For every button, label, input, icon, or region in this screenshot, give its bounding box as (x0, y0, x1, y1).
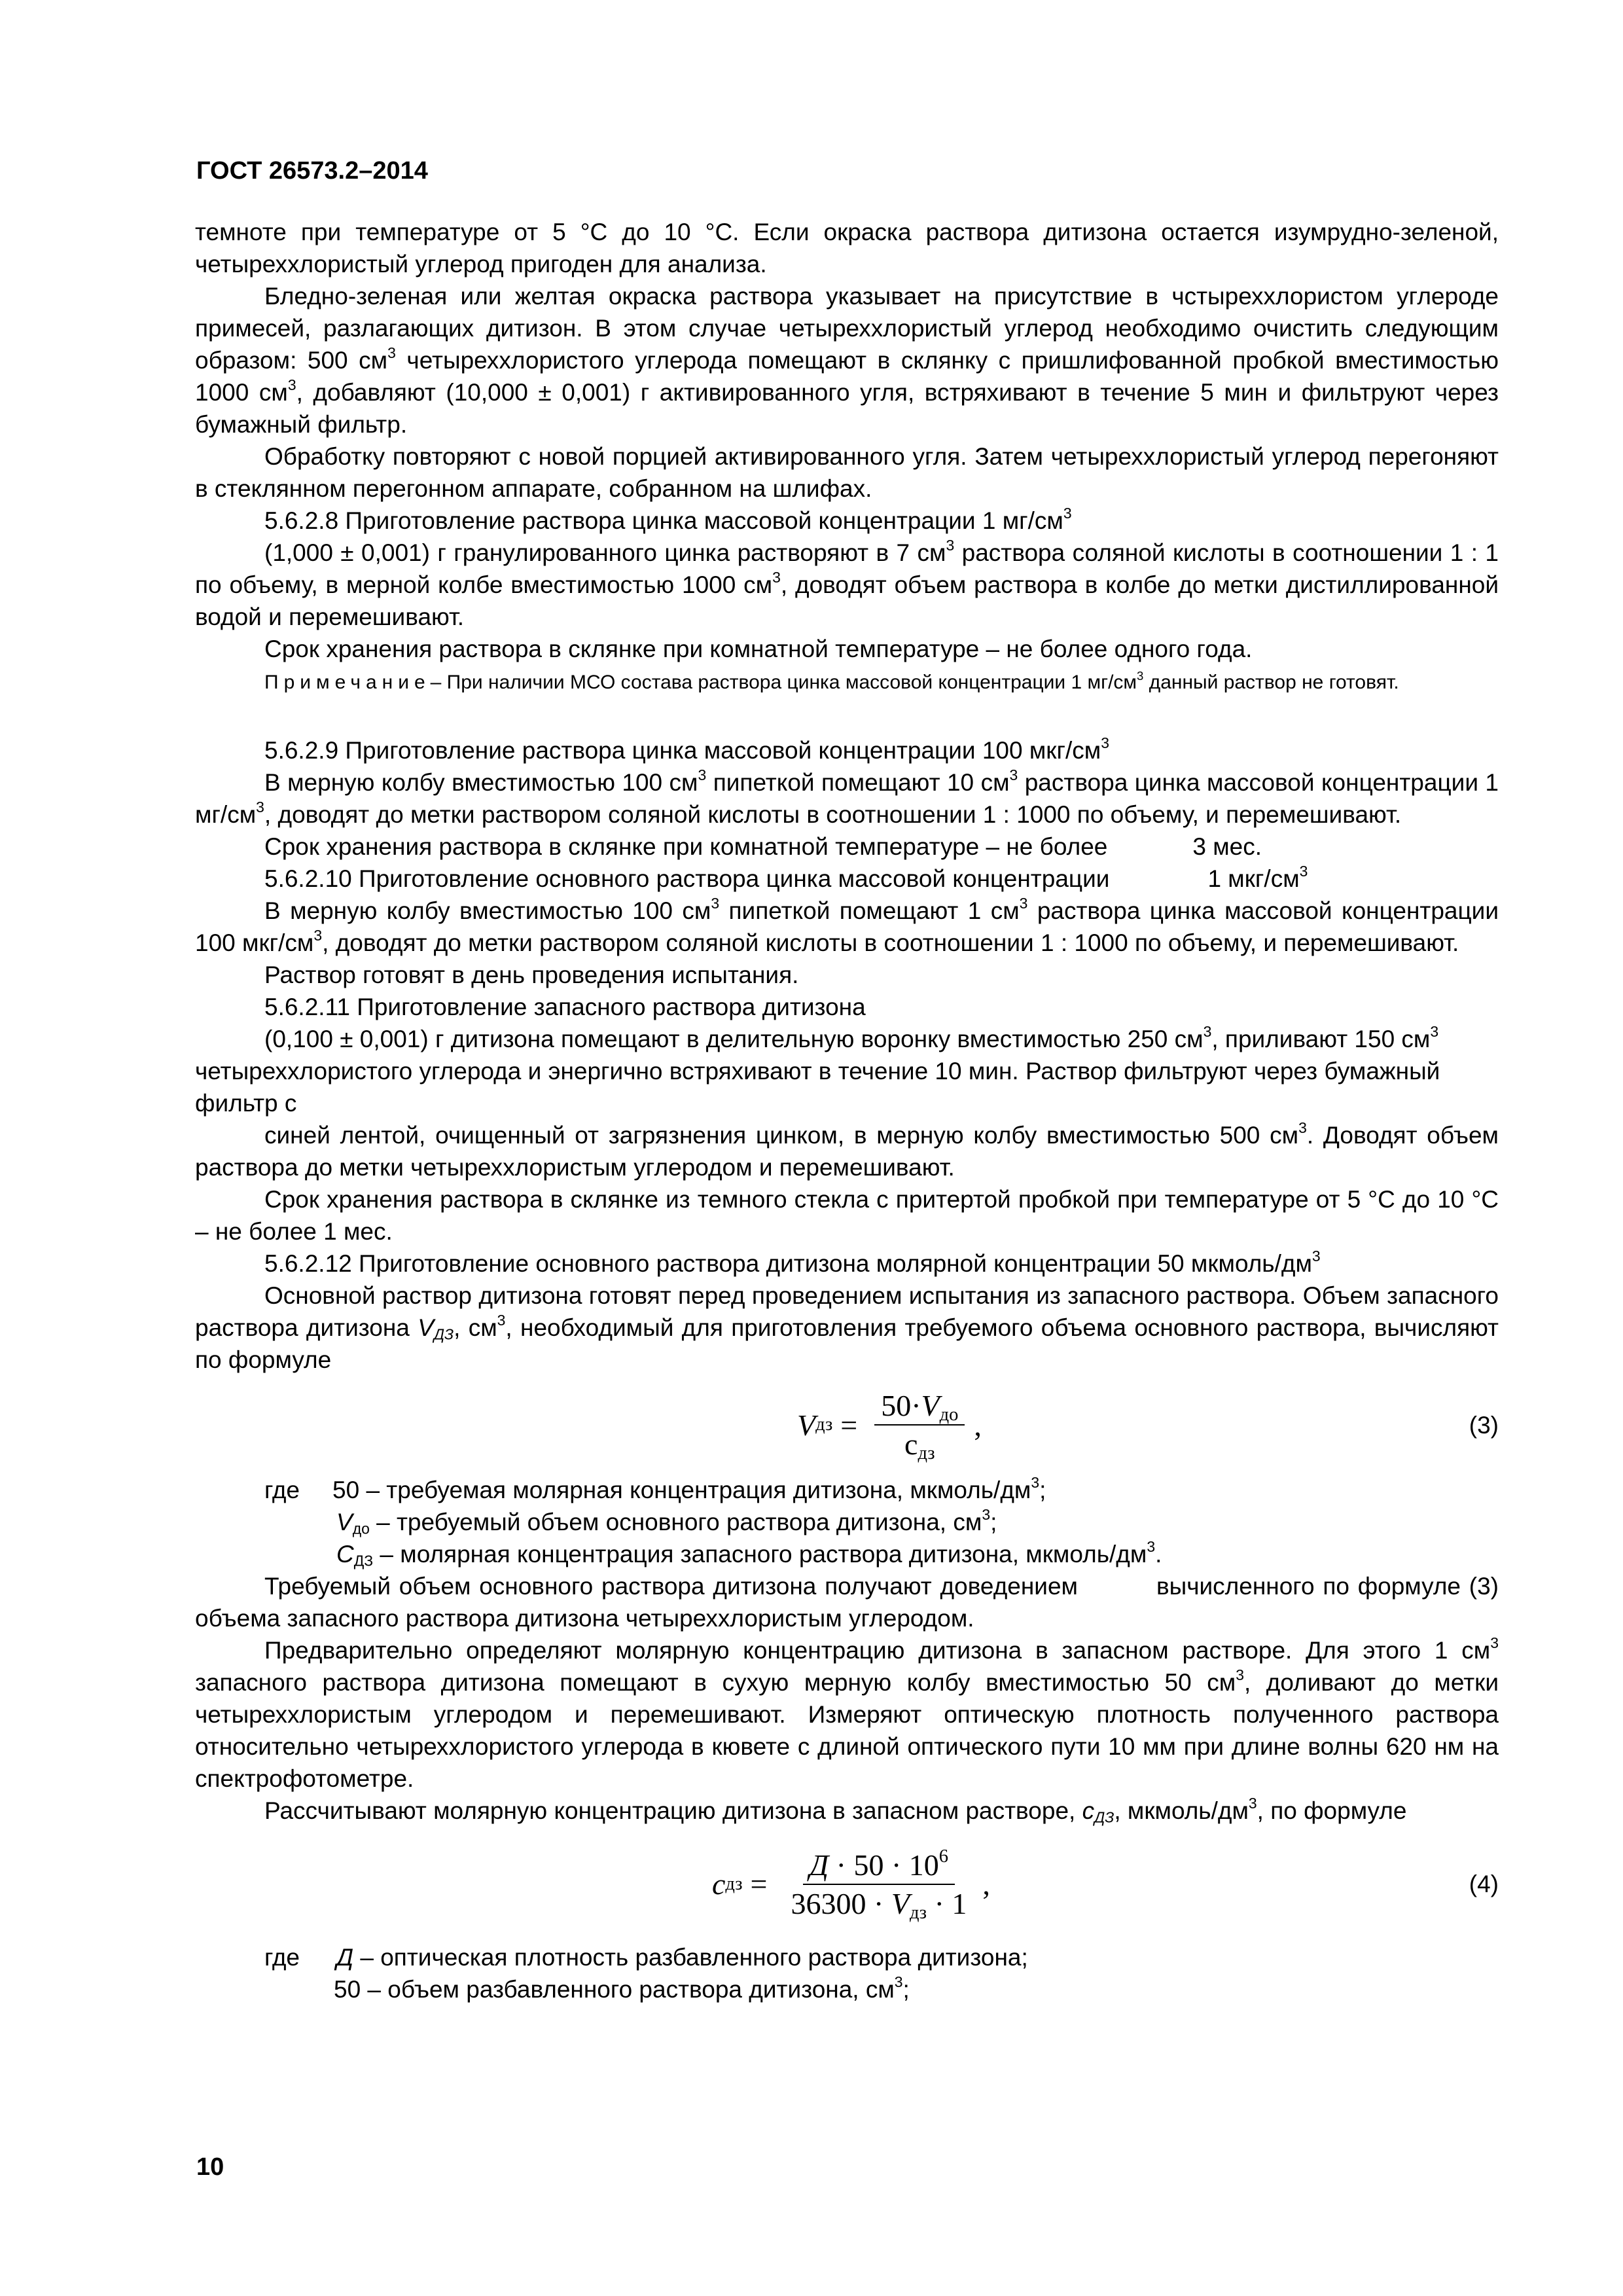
page-number: 10 (196, 2153, 224, 2181)
section-heading: 5.6.2.11 Приготовление запасного раствора дитизона (264, 994, 866, 1020)
section-heading: 5.6.2.9 Приготовление раствора цинка массовой концентрации 100 мкг/$см^3$ (264, 734, 1109, 764)
paragraph: Предварительно определяют молярную концентрацию дитизона в запасном растворе. Для этого 1 $см^3$ запасного раствора дитизона помещают в сухую мерную колбу вместимостью 50 $см^3$, доливают до метки четыреххлористым углеродом и перемешивают. Измеряют оптическую плотность полученного раствора относительно четыреххлористого углерода в кювете с длиной оптического пути 10 мм при длине волны 620 нм на спектрофотометре. (195, 1634, 1499, 1792)
paragraph: (0,100 ± 0,001) г дитизона помещают в делительную воронку вместимостью 250 $см^3$, приливают 150 $см^3$ четыреххлористого углерода и энергично встряхивают в течение 10 мин. Раствор фильтруют через бумажный фильтр с (195, 1022, 1440, 1117)
paragraph: Бледно-зеленая или желтая окраска раствора указывает на присутствие в чстыреххлористом углероде примесей, разлагающих дитизон. В этом случае четыреххлористый углерод необходимо очистить следующим образом: 500 $см^3$ четыреххлористого углерода помещают в склянку с пришлифованной пробкой вместимостью 1000 $см^3$, добавляют (10,000 ± 0,001) г активированного угля, встряхивают в течение 5 мин и фильтруют через бумажный фильтр. (195, 283, 1499, 438)
where-block: где 50 – требуемая молярная концентрация дитизона, мкмоль/$дм^3$; $V_{до}$ – требуемый объем основного раствора дитизона, $см^3$; $С_{ДЗ}$ – молярная концентрация запасного раствора дитизона, мкмоль/$дм^3$. (264, 1473, 1162, 1570)
note: Примечание– При наличии МСО состава раствора цинка массовой концентрации 1 $мг/см^3$ данный раствор не готовят. (264, 668, 1399, 693)
formula-number: (3) (1469, 1411, 1499, 1439)
paragraph: Рассчитывают молярную концентрацию дитизона в запасном растворе, $с_{ДЗ}$, мкмоль/$дм^3$, по формуле (264, 1794, 1407, 1826)
page-header: ГОСТ 26573.2–2014 (196, 157, 428, 185)
formula-3: V дз = $\frac{50\cdot V_{до}}{c_{дз}}$ , (3) (195, 1376, 1499, 1474)
where-block: где Д – оптическая плотность разбавленного раствора дитизона; 50 – объем разбавленного раствора дитизона, $см^3$; (264, 1944, 1028, 2003)
paragraph: (1,000 ± 0,001) г гранулированного цинка растворяют в 7 $см^3$ раствора соляной кислоты в соотношении 1 : 1 по объему, в мерной колбе вместимостью 1000 $см^3$, доводят объем раствора в колбе до метки дистиллированной водой и перемешивают. (195, 536, 1499, 630)
paragraph: Срок хранения раствора в склянке при комнатной температуре – не более одного года. (264, 636, 1253, 662)
paragraph: Обработку повторяют с новой порцией активированного угля. Затем четыреххлористый углерод перегоняют в стеклянном перегонном аппарате, собранном на шлифах. (195, 443, 1499, 502)
paragraph: Срок хранения раствора в склянке из темного стекла с притертой пробкой при температуре от 5 °С до 10 °С – не более 1 мес. (195, 1186, 1499, 1245)
paragraph: В мерную колбу вместимостью 100 $см^3$ пипеткой помещают 1 $см^3$ раствора цинка массовой концентрации 100 мкг/$см^3$, доводят до метки раствором соляной кислоты в соотношении 1 : 1000 по объему, и перемешивают. (195, 894, 1499, 956)
paragraph: Требуемый объем основного раствора дитизона получают доведением вычисленного по формуле (3) объема запасного раствора дитизона четыреххлористым углеродом. (195, 1573, 1499, 1632)
paragraph: синей лентой, очищенный от загрязнения цинком, в мерную колбу вместимостью 500 $см^3$. Доводят объем раствора до метки четыреххлористым углеродом и перемешивают. (195, 1119, 1499, 1181)
paragraph: В мерную колбу вместимостью 100 $см^3$ пипеткой помещают 10 $см^3$ раствора цинка массовой концентрации 1 $мг/см^3$, доводят до метки раствором соляной кислоты в соотношении 1 : 1000 по объему, и перемешивают. (195, 766, 1499, 828)
paragraph: темноте при температуре от 5 °С до 10 °С. Если окраска раствора дитизона остается изумрудно-зеленой, четыреххлористый углерод пригоден для анализа. (195, 219, 1499, 278)
formula-number: (4) (1469, 1871, 1499, 1897)
paragraph: Срок хранения раствора в склянке при комнатной температуре – не более 3 мес. (264, 833, 1262, 860)
document-body (195, 216, 1499, 2005)
paragraph: Основной раствор дитизона готовят перед проведением испытания из запасного раствора. Объем запасного раствора дитизона $V_{ДЗ}$, $см^3$, необходимый для приготовления требуемого объема основного раствора, вычисляют по формуле (195, 1282, 1499, 1373)
section-heading: 5.6.2.10 Приготовление основного раствора цинка массовой концентрации 1 мкг/$см^3$ (264, 862, 1308, 892)
section-heading: 5.6.2.8 Приготовление раствора цинка массовой концентрации 1 $мг/см^3$ (264, 504, 1072, 534)
formula-4: c дз = $\frac{Д \cdot 50 \cdot 10^6}{36300 \cdot V_{дз} \cdot 1}$ , (4) (195, 1827, 1499, 1941)
section-heading: 5.6.2.12 Приготовление основного раствора дитизона молярной концентрации 50 мкмоль/$дм^3$ (264, 1247, 1321, 1277)
paragraph: Раствор готовят в день проведения испытания. (264, 961, 799, 988)
